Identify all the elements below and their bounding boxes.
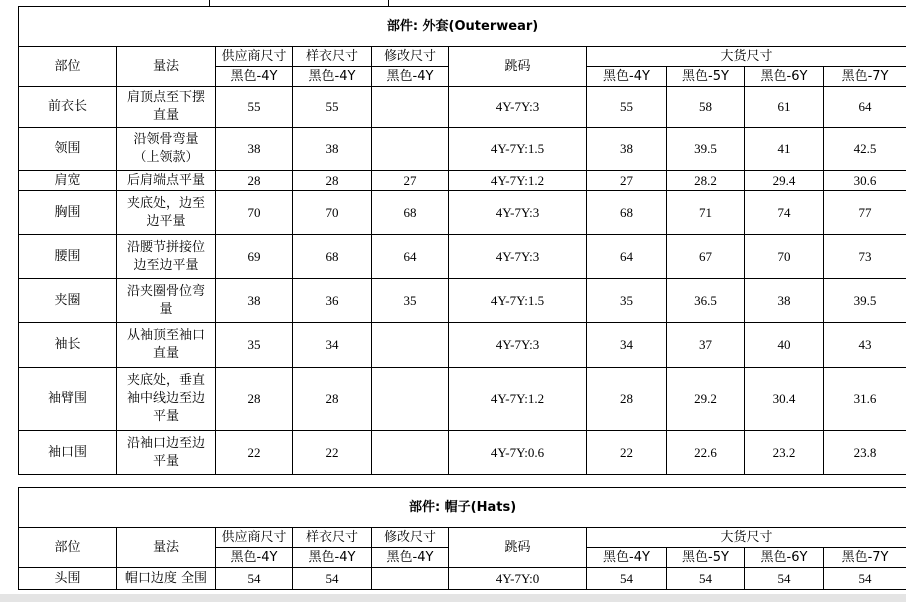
method-line: 直量 — [152, 108, 179, 123]
method-line: 夹底处，边至 — [126, 195, 205, 211]
cell-method — [117, 368, 216, 431]
cell-bulk-size: 34 — [587, 323, 667, 368]
subheader-bulk-color-size: 黑色-5Y — [667, 548, 745, 568]
cell-bulk-size: 28 — [587, 368, 667, 431]
header-grading: 跳码 — [449, 528, 587, 568]
cell-supplier-size: 38 — [216, 128, 293, 171]
cell-sample-size: 22 — [293, 431, 372, 475]
subheader-revised-color-size: 黑色-4Y — [372, 548, 449, 568]
table-row — [19, 568, 906, 590]
cell-bulk-size: 39.5 — [667, 128, 745, 171]
method-line: 平量 — [152, 409, 179, 424]
method-line: 边平量 — [146, 213, 186, 229]
section-title: 部件: 帽子(Hats) — [19, 488, 906, 528]
cell-bulk-size: 71 — [667, 191, 745, 235]
method-line: 从袖顶至袖口 — [126, 328, 205, 343]
cell-revised-size — [372, 87, 449, 128]
header-bulk-size: 大货尺寸 — [587, 528, 906, 548]
cell-bulk-size: 38 — [587, 128, 667, 171]
cell-sample-size: 54 — [293, 568, 372, 590]
cell-supplier-size: 38 — [216, 279, 293, 323]
header-supplier-size: 供应商尺寸 — [216, 47, 293, 67]
cell-revised-size — [372, 568, 449, 590]
cell-method — [117, 323, 216, 368]
method-line: 沿腰节拼接位 — [126, 239, 205, 255]
subheader-bulk-color-size: 黑色-6Y — [745, 67, 824, 87]
header-part: 部位 — [19, 528, 117, 568]
method-line: 沿领骨弯量 — [133, 132, 199, 147]
table-row — [19, 368, 906, 431]
subheader-sample-color-size: 黑色-4Y — [293, 548, 372, 568]
cell-bulk-size: 64 — [824, 87, 906, 128]
cell-grading: 4Y-7Y:3 — [449, 191, 587, 235]
cell-part: 袖臂围 — [19, 368, 117, 431]
header-row — [19, 47, 906, 67]
page-bottom-edge — [0, 594, 906, 602]
cell-sample-size: 28 — [293, 368, 372, 431]
method-line: 袖中线边至边 — [126, 391, 205, 406]
header-sample-size: 样衣尺寸 — [293, 528, 372, 548]
cell-bulk-size: 39.5 — [824, 279, 906, 323]
section-title-row — [19, 7, 906, 47]
cell-revised-size: 35 — [372, 279, 449, 323]
table-row — [19, 191, 906, 235]
cell-bulk-size: 36.5 — [667, 279, 745, 323]
cell-bulk-size: 61 — [745, 87, 824, 128]
cell-part: 腰围 — [19, 235, 117, 279]
method-line: 边至边平量 — [133, 257, 199, 273]
cell-bulk-size: 43 — [824, 323, 906, 368]
cell-supplier-size: 22 — [216, 431, 293, 475]
cell-revised-size — [372, 128, 449, 171]
header-sample-size: 样衣尺寸 — [293, 47, 372, 67]
method-line: 沿袖口边至边 — [126, 435, 205, 451]
cell-part: 袖长 — [19, 323, 117, 368]
subheader-bulk-color-size: 黑色-7Y — [824, 548, 906, 568]
cell-bulk-size: 35 — [587, 279, 667, 323]
subheader-bulk-color-size: 黑色-4Y — [587, 548, 667, 568]
cell-bulk-size: 64 — [587, 235, 667, 279]
cell-part: 袖口围 — [19, 431, 117, 475]
cell-revised-size: 64 — [372, 235, 449, 279]
table-row — [19, 431, 906, 475]
cell-supplier-size: 55 — [216, 87, 293, 128]
cell-method — [117, 87, 216, 128]
cell-bulk-size: 41 — [745, 128, 824, 171]
cell-bulk-size: 23.2 — [745, 431, 824, 475]
method-line: 夹底处，垂直 — [126, 373, 205, 388]
cell-bulk-size: 54 — [667, 568, 745, 590]
header-bulk-size: 大货尺寸 — [587, 47, 906, 67]
header-grading: 跳码 — [449, 47, 587, 87]
cell-bulk-size: 73 — [824, 235, 906, 279]
cell-bulk-size: 77 — [824, 191, 906, 235]
cell-part: 肩宽 — [19, 171, 117, 191]
cell-part: 头围 — [19, 568, 117, 590]
cell-method — [117, 191, 216, 235]
header-supplier-size: 供应商尺寸 — [216, 528, 293, 548]
cell-bulk-size: 74 — [745, 191, 824, 235]
cell-bulk-size: 30.4 — [745, 368, 824, 431]
subheader-revised-color-size: 黑色-4Y — [372, 67, 449, 87]
method-line: 平量 — [152, 453, 179, 469]
method-line: （上领款） — [133, 150, 199, 165]
cell-sample-size: 70 — [293, 191, 372, 235]
section-title-row — [19, 488, 906, 528]
section-title: 部件: 外套(Outerwear) — [19, 7, 906, 47]
cell-revised-size — [372, 431, 449, 475]
cell-method — [117, 128, 216, 171]
cell-sample-size: 36 — [293, 279, 372, 323]
subheader-bulk-color-size: 黑色-4Y — [587, 67, 667, 87]
cell-bulk-size: 31.6 — [824, 368, 906, 431]
header-part: 部位 — [19, 47, 117, 87]
cell-bulk-size: 67 — [667, 235, 745, 279]
method-line: 沿夹圈骨位弯 — [126, 283, 205, 299]
header-method: 量法 — [117, 528, 216, 568]
hats-spec-table — [18, 487, 906, 590]
cell-sample-size: 38 — [293, 128, 372, 171]
cell-grading: 4Y-7Y:1.2 — [449, 171, 587, 191]
cell-supplier-size: 28 — [216, 368, 293, 431]
cell-revised-size — [372, 368, 449, 431]
cell-supplier-size: 70 — [216, 191, 293, 235]
cell-method — [117, 235, 216, 279]
cell-bulk-size: 28.2 — [667, 171, 745, 191]
cell-bulk-size: 22 — [587, 431, 667, 475]
cell-grading: 4Y-7Y:3 — [449, 235, 587, 279]
cell-bulk-size: 22.6 — [667, 431, 745, 475]
cell-part: 领围 — [19, 128, 117, 171]
subheader-supplier-color-size: 黑色-4Y — [216, 67, 293, 87]
cell-grading: 4Y-7Y:1.5 — [449, 279, 587, 323]
cell-bulk-size: 29.2 — [667, 368, 745, 431]
cell-bulk-size: 54 — [745, 568, 824, 590]
cell-bulk-size: 58 — [667, 87, 745, 128]
subheader-bulk-color-size: 黑色-7Y — [824, 67, 906, 87]
cell-grading: 4Y-7Y:1.2 — [449, 368, 587, 431]
cell-revised-size — [372, 323, 449, 368]
table-row — [19, 87, 906, 128]
table-row — [19, 323, 906, 368]
cell-sample-size: 28 — [293, 171, 372, 191]
cell-method — [117, 171, 216, 191]
cell-grading: 4Y-7Y:1.5 — [449, 128, 587, 171]
cell-revised-size: 68 — [372, 191, 449, 235]
cell-bulk-size: 23.8 — [824, 431, 906, 475]
cell-bulk-size: 42.5 — [824, 128, 906, 171]
cell-bulk-size: 29.4 — [745, 171, 824, 191]
method-line: 直量 — [152, 346, 179, 361]
cell-revised-size: 27 — [372, 171, 449, 191]
cell-grading: 4Y-7Y:0.6 — [449, 431, 587, 475]
cell-bulk-size: 37 — [667, 323, 745, 368]
cell-part: 夹圈 — [19, 279, 117, 323]
cell-method — [117, 279, 216, 323]
cell-bulk-size: 40 — [745, 323, 824, 368]
outerwear-spec-table — [18, 6, 906, 475]
cell-supplier-size: 54 — [216, 568, 293, 590]
cell-bulk-size: 55 — [587, 87, 667, 128]
cell-bulk-size: 70 — [745, 235, 824, 279]
cell-bulk-size: 68 — [587, 191, 667, 235]
method-line: 后肩端点平量 — [126, 172, 205, 188]
cell-bulk-size: 38 — [745, 279, 824, 323]
header-revised-size: 修改尺寸 — [372, 528, 449, 548]
cell-sample-size: 55 — [293, 87, 372, 128]
cell-grading: 4Y-7Y:3 — [449, 87, 587, 128]
cell-bulk-size: 27 — [587, 171, 667, 191]
cell-bulk-size: 30.6 — [824, 171, 906, 191]
header-row — [19, 528, 906, 548]
cell-supplier-size: 35 — [216, 323, 293, 368]
table-row — [19, 128, 906, 171]
header-method: 量法 — [117, 47, 216, 87]
cell-part: 前衣长 — [19, 87, 117, 128]
cell-supplier-size: 28 — [216, 171, 293, 191]
cell-method — [117, 568, 216, 590]
cell-supplier-size: 69 — [216, 235, 293, 279]
method-line: 帽口边度 全围 — [124, 570, 208, 586]
cell-bulk-size: 54 — [824, 568, 906, 590]
table-row — [19, 279, 906, 323]
subheader-supplier-color-size: 黑色-4Y — [216, 548, 293, 568]
header-revised-size: 修改尺寸 — [372, 47, 449, 67]
cell-sample-size: 68 — [293, 235, 372, 279]
table-row — [19, 235, 906, 279]
method-line: 肩顶点至下摆 — [126, 90, 205, 105]
subheader-bulk-color-size: 黑色-5Y — [667, 67, 745, 87]
method-line: 量 — [159, 301, 173, 317]
cell-part: 胸围 — [19, 191, 117, 235]
cell-method — [117, 431, 216, 475]
cell-sample-size: 34 — [293, 323, 372, 368]
cell-bulk-size: 54 — [587, 568, 667, 590]
table-row — [19, 171, 906, 191]
cell-grading: 4Y-7Y:0 — [449, 568, 587, 590]
cell-grading: 4Y-7Y:3 — [449, 323, 587, 368]
subheader-sample-color-size: 黑色-4Y — [293, 67, 372, 87]
subheader-bulk-color-size: 黑色-6Y — [745, 548, 824, 568]
